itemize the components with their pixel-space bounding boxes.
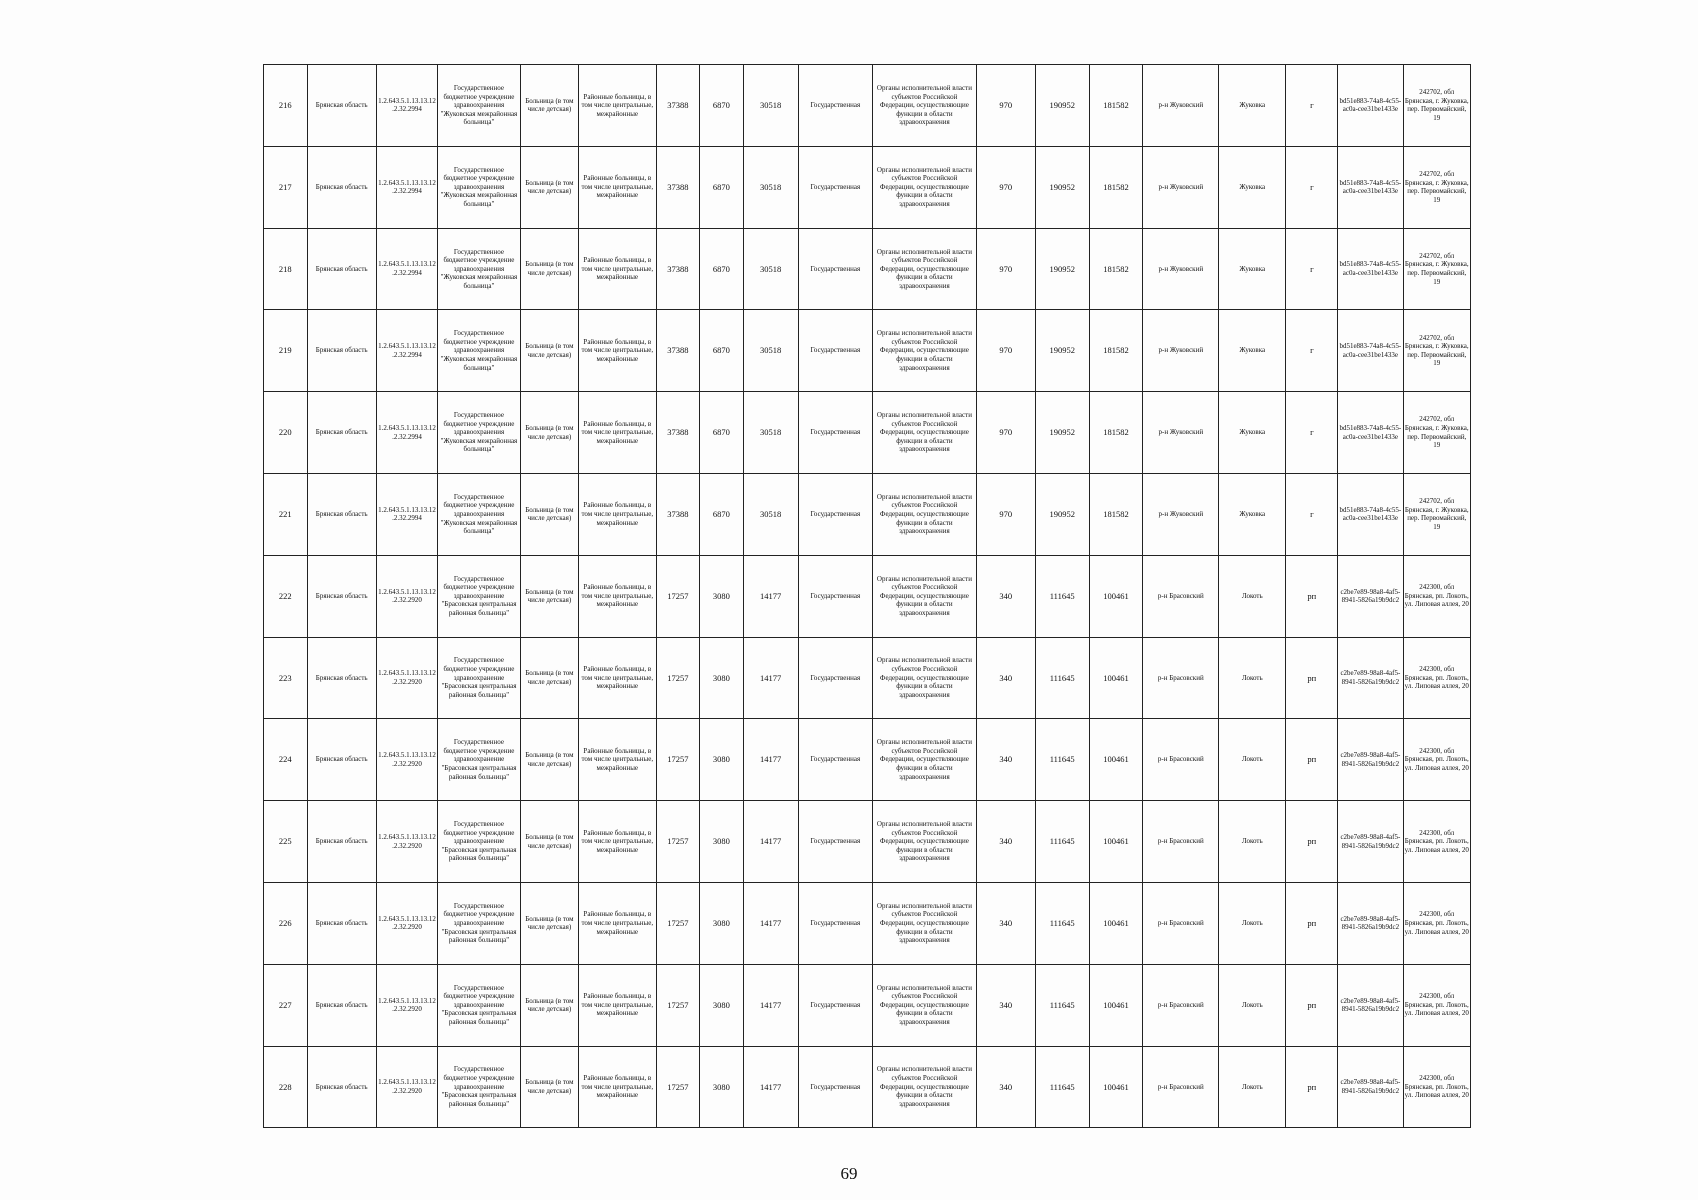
cell-v2: 3080	[700, 719, 744, 801]
cell-v2: 3080	[700, 637, 744, 719]
cell-district: р-н Брасовский	[1143, 964, 1219, 1046]
cell-loc-type: г	[1286, 228, 1338, 310]
cell-authority: Органы исполнительной власти субъектов Российской Федерации, осуществляющие функции в области здравоохранения	[873, 882, 977, 964]
cell-district: р-н Брасовский	[1143, 637, 1219, 719]
cell-authority: Органы исполнительной власти субъектов Российской Федерации, осуществляющие функции в области здравоохранения	[873, 801, 977, 883]
cell-address: 242300, обл Брянская, рп. Локоть, ул. Липовая аллея, 20	[1403, 1046, 1471, 1128]
cell-no: 220	[264, 392, 308, 474]
cell-no: 228	[264, 1046, 308, 1128]
cell-name: Государственное бюджетное учреждение здравоохранение "Брасовская центральная районная больница"	[438, 964, 521, 1046]
cell-type: Больница (в том числе детская)	[520, 801, 578, 883]
cell-no: 226	[264, 882, 308, 964]
cell-v5: 111645	[1035, 637, 1089, 719]
cell-name: Государственное бюджетное учреждение здравоохранение "Брасовская центральная районная больница"	[438, 555, 521, 637]
cell-guid: bd51e883-74a8-4c55-ac0a-cee31be1433e	[1338, 392, 1403, 474]
cell-v1: 37388	[656, 65, 700, 147]
cell-v3: 14177	[743, 555, 798, 637]
table-row	[264, 964, 1471, 1046]
cell-subtype: Районные больницы, в том числе центральные, межрайонные	[578, 719, 656, 801]
cell-guid: bd51e883-74a8-4c55-ac0a-cee31be1433e	[1338, 65, 1403, 147]
cell-loc-type: рп	[1286, 882, 1338, 964]
cell-authority: Органы исполнительной власти субъектов Российской Федерации, осуществляющие функции в области здравоохранения	[873, 473, 977, 555]
cell-v6: 181582	[1089, 228, 1143, 310]
cell-name: Государственное бюджетное учреждение здравоохранение "Брасовская центральная районная больница"	[438, 719, 521, 801]
cell-region: Брянская область	[307, 637, 376, 719]
cell-district: р-н Брасовский	[1143, 719, 1219, 801]
cell-authority: Органы исполнительной власти субъектов Российской Федерации, осуществляющие функции в области здравоохранения	[873, 146, 977, 228]
cell-code: 1.2.643.5.1.13.13.12.2.32.2994	[376, 392, 437, 474]
cell-address: 242300, обл Брянская, рп. Локоть, ул. Липовая аллея, 20	[1403, 555, 1471, 637]
cell-type: Больница (в том числе детская)	[520, 882, 578, 964]
cell-v2: 6870	[700, 65, 744, 147]
cell-no: 225	[264, 801, 308, 883]
cell-v5: 190952	[1035, 310, 1089, 392]
cell-guid: c2be7e89-98a8-4af5-8941-5826a19b9dc2	[1338, 964, 1403, 1046]
cell-code: 1.2.643.5.1.13.13.12.2.32.2994	[376, 473, 437, 555]
cell-v5: 111645	[1035, 1046, 1089, 1128]
cell-v5: 111645	[1035, 719, 1089, 801]
cell-no: 221	[264, 473, 308, 555]
cell-name: Государственное бюджетное учреждение здравоохранение "Брасовская центральная районная больница"	[438, 637, 521, 719]
cell-region: Брянская область	[307, 801, 376, 883]
cell-v4: 970	[976, 310, 1035, 392]
cell-v3: 14177	[743, 1046, 798, 1128]
cell-type: Больница (в том числе детская)	[520, 637, 578, 719]
cell-region: Брянская область	[307, 964, 376, 1046]
cell-v4: 340	[976, 719, 1035, 801]
cell-v6: 181582	[1089, 146, 1143, 228]
cell-authority: Органы исполнительной власти субъектов Российской Федерации, осуществляющие функции в области здравоохранения	[873, 964, 977, 1046]
cell-type: Больница (в том числе детская)	[520, 473, 578, 555]
cell-loc-type: г	[1286, 65, 1338, 147]
cell-locality: Локоть	[1219, 1046, 1286, 1128]
cell-region: Брянская область	[307, 146, 376, 228]
page-number: 69	[840, 1164, 858, 1183]
cell-code: 1.2.643.5.1.13.13.12.2.32.2994	[376, 228, 437, 310]
cell-ownership: Государственная	[798, 882, 873, 964]
cell-v2: 6870	[700, 310, 744, 392]
cell-guid: c2be7e89-98a8-4af5-8941-5826a19b9dc2	[1338, 637, 1403, 719]
cell-region: Брянская область	[307, 65, 376, 147]
cell-v2: 3080	[700, 801, 744, 883]
cell-region: Брянская область	[307, 310, 376, 392]
cell-guid: c2be7e89-98a8-4af5-8941-5826a19b9dc2	[1338, 882, 1403, 964]
cell-v1: 17257	[656, 637, 700, 719]
cell-district: р-н Брасовский	[1143, 801, 1219, 883]
cell-v2: 6870	[700, 392, 744, 474]
cell-subtype: Районные больницы, в том числе центральные, межрайонные	[578, 65, 656, 147]
cell-name: Государственное бюджетное учреждение здравоохранения "Жуковская межрайонная больница"	[438, 228, 521, 310]
cell-region: Брянская область	[307, 473, 376, 555]
cell-subtype: Районные больницы, в том числе центральные, межрайонные	[578, 964, 656, 1046]
cell-loc-type: рп	[1286, 719, 1338, 801]
cell-region: Брянская область	[307, 392, 376, 474]
cell-locality: Жуковка	[1219, 228, 1286, 310]
cell-ownership: Государственная	[798, 146, 873, 228]
cell-no: 218	[264, 228, 308, 310]
cell-subtype: Районные больницы, в том числе центральные, межрайонные	[578, 555, 656, 637]
cell-address: 242702, обл Брянская, г. Жуковка, пер. Первомайский, 19	[1403, 392, 1471, 474]
cell-code: 1.2.643.5.1.13.13.12.2.32.2920	[376, 801, 437, 883]
cell-type: Больница (в том числе детская)	[520, 310, 578, 392]
cell-name: Государственное бюджетное учреждение здравоохранения "Жуковская межрайонная больница"	[438, 146, 521, 228]
cell-v2: 3080	[700, 1046, 744, 1128]
cell-ownership: Государственная	[798, 310, 873, 392]
cell-v3: 14177	[743, 964, 798, 1046]
table-row	[264, 719, 1471, 801]
cell-no: 219	[264, 310, 308, 392]
cell-loc-type: г	[1286, 473, 1338, 555]
table-row	[264, 65, 1471, 147]
cell-v6: 100461	[1089, 637, 1143, 719]
cell-v6: 100461	[1089, 719, 1143, 801]
cell-v6: 181582	[1089, 392, 1143, 474]
cell-locality: Локоть	[1219, 555, 1286, 637]
cell-v4: 340	[976, 1046, 1035, 1128]
cell-authority: Органы исполнительной власти субъектов Российской Федерации, осуществляющие функции в области здравоохранения	[873, 65, 977, 147]
cell-district: р-н Брасовский	[1143, 882, 1219, 964]
cell-authority: Органы исполнительной власти субъектов Российской Федерации, осуществляющие функции в области здравоохранения	[873, 392, 977, 474]
cell-loc-type: рп	[1286, 964, 1338, 1046]
cell-locality: Жуковка	[1219, 65, 1286, 147]
cell-district: р-н Жуковский	[1143, 473, 1219, 555]
cell-v3: 30518	[743, 392, 798, 474]
cell-v4: 340	[976, 801, 1035, 883]
cell-subtype: Районные больницы, в том числе центральные, межрайонные	[578, 228, 656, 310]
cell-address: 242702, обл Брянская, г. Жуковка, пер. Первомайский, 19	[1403, 65, 1471, 147]
cell-v3: 30518	[743, 228, 798, 310]
table-row	[264, 392, 1471, 474]
cell-ownership: Государственная	[798, 1046, 873, 1128]
table-row	[264, 801, 1471, 883]
cell-address: 242300, обл Брянская, рп. Локоть, ул. Липовая аллея, 20	[1403, 882, 1471, 964]
table-row	[264, 228, 1471, 310]
cell-type: Больница (в том числе детская)	[520, 65, 578, 147]
cell-district: р-н Жуковский	[1143, 228, 1219, 310]
table-row	[264, 146, 1471, 228]
cell-type: Больница (в том числе детская)	[520, 719, 578, 801]
cell-name: Государственное бюджетное учреждение здравоохранения "Жуковская межрайонная больница"	[438, 65, 521, 147]
cell-ownership: Государственная	[798, 801, 873, 883]
cell-subtype: Районные больницы, в том числе центральные, межрайонные	[578, 1046, 656, 1128]
cell-code: 1.2.643.5.1.13.13.12.2.32.2920	[376, 964, 437, 1046]
cell-ownership: Государственная	[798, 473, 873, 555]
cell-district: р-н Жуковский	[1143, 310, 1219, 392]
cell-v5: 111645	[1035, 964, 1089, 1046]
table-row	[264, 555, 1471, 637]
cell-address: 242300, обл Брянская, рп. Локоть, ул. Липовая аллея, 20	[1403, 964, 1471, 1046]
cell-district: р-н Жуковский	[1143, 146, 1219, 228]
cell-guid: c2be7e89-98a8-4af5-8941-5826a19b9dc2	[1338, 719, 1403, 801]
cell-name: Государственное бюджетное учреждение здравоохранение "Брасовская центральная районная больница"	[438, 1046, 521, 1128]
cell-subtype: Районные больницы, в том числе центральные, межрайонные	[578, 392, 656, 474]
cell-v3: 30518	[743, 310, 798, 392]
cell-subtype: Районные больницы, в том числе центральные, межрайонные	[578, 473, 656, 555]
cell-subtype: Районные больницы, в том числе центральные, межрайонные	[578, 146, 656, 228]
cell-v4: 970	[976, 228, 1035, 310]
cell-v6: 100461	[1089, 555, 1143, 637]
cell-v4: 970	[976, 473, 1035, 555]
cell-region: Брянская область	[307, 228, 376, 310]
cell-loc-type: рп	[1286, 1046, 1338, 1128]
cell-v4: 970	[976, 65, 1035, 147]
cell-code: 1.2.643.5.1.13.13.12.2.32.2994	[376, 310, 437, 392]
cell-type: Больница (в том числе детская)	[520, 392, 578, 474]
cell-v6: 181582	[1089, 473, 1143, 555]
cell-region: Брянская область	[307, 719, 376, 801]
cell-ownership: Государственная	[798, 719, 873, 801]
table-row	[264, 637, 1471, 719]
cell-subtype: Районные больницы, в том числе центральные, межрайонные	[578, 637, 656, 719]
table-row	[264, 310, 1471, 392]
cell-ownership: Государственная	[798, 392, 873, 474]
cell-v4: 340	[976, 637, 1035, 719]
cell-guid: bd51e883-74a8-4c55-ac0a-cee31be1433e	[1338, 146, 1403, 228]
cell-v2: 3080	[700, 964, 744, 1046]
cell-v1: 17257	[656, 882, 700, 964]
cell-guid: bd51e883-74a8-4c55-ac0a-cee31be1433e	[1338, 473, 1403, 555]
cell-guid: c2be7e89-98a8-4af5-8941-5826a19b9dc2	[1338, 801, 1403, 883]
cell-subtype: Районные больницы, в том числе центральные, межрайонные	[578, 310, 656, 392]
cell-v4: 340	[976, 964, 1035, 1046]
cell-v3: 30518	[743, 146, 798, 228]
cell-no: 224	[264, 719, 308, 801]
cell-region: Брянская область	[307, 882, 376, 964]
cell-v1: 37388	[656, 473, 700, 555]
cell-code: 1.2.643.5.1.13.13.12.2.32.2920	[376, 555, 437, 637]
cell-type: Больница (в том числе детская)	[520, 146, 578, 228]
cell-v1: 17257	[656, 1046, 700, 1128]
cell-no: 216	[264, 65, 308, 147]
cell-no: 223	[264, 637, 308, 719]
cell-address: 242702, обл Брянская, г. Жуковка, пер. Первомайский, 19	[1403, 228, 1471, 310]
cell-v5: 111645	[1035, 882, 1089, 964]
cell-loc-type: г	[1286, 146, 1338, 228]
cell-address: 242702, обл Брянская, г. Жуковка, пер. Первомайский, 19	[1403, 473, 1471, 555]
cell-v1: 17257	[656, 719, 700, 801]
cell-v1: 37388	[656, 228, 700, 310]
cell-address: 242300, обл Брянская, рп. Локоть, ул. Липовая аллея, 20	[1403, 801, 1471, 883]
cell-type: Больница (в том числе детская)	[520, 555, 578, 637]
cell-address: 242702, обл Брянская, г. Жуковка, пер. Первомайский, 19	[1403, 146, 1471, 228]
cell-type: Больница (в том числе детская)	[520, 1046, 578, 1128]
cell-loc-type: рп	[1286, 637, 1338, 719]
cell-authority: Органы исполнительной власти субъектов Российской Федерации, осуществляющие функции в области здравоохранения	[873, 719, 977, 801]
cell-address: 242300, обл Брянская, рп. Локоть, ул. Липовая аллея, 20	[1403, 719, 1471, 801]
cell-region: Брянская область	[307, 1046, 376, 1128]
cell-district: р-н Брасовский	[1143, 555, 1219, 637]
cell-code: 1.2.643.5.1.13.13.12.2.32.2920	[376, 637, 437, 719]
cell-locality: Локоть	[1219, 964, 1286, 1046]
cell-ownership: Государственная	[798, 228, 873, 310]
cell-v1: 37388	[656, 146, 700, 228]
cell-v4: 970	[976, 392, 1035, 474]
cell-locality: Жуковка	[1219, 392, 1286, 474]
cell-v1: 37388	[656, 310, 700, 392]
cell-v2: 6870	[700, 473, 744, 555]
cell-v6: 100461	[1089, 964, 1143, 1046]
cell-v6: 100461	[1089, 1046, 1143, 1128]
cell-v6: 100461	[1089, 882, 1143, 964]
cell-locality: Жуковка	[1219, 310, 1286, 392]
cell-v1: 17257	[656, 555, 700, 637]
cell-code: 1.2.643.5.1.13.13.12.2.32.2920	[376, 882, 437, 964]
cell-v3: 14177	[743, 719, 798, 801]
cell-v5: 190952	[1035, 473, 1089, 555]
cell-authority: Органы исполнительной власти субъектов Российской Федерации, осуществляющие функции в области здравоохранения	[873, 1046, 977, 1128]
cell-ownership: Государственная	[798, 555, 873, 637]
cell-loc-type: рп	[1286, 801, 1338, 883]
cell-district: р-н Жуковский	[1143, 392, 1219, 474]
cell-code: 1.2.643.5.1.13.13.12.2.32.2994	[376, 65, 437, 147]
cell-v2: 3080	[700, 555, 744, 637]
cell-v5: 190952	[1035, 228, 1089, 310]
cell-district: р-н Брасовский	[1143, 1046, 1219, 1128]
cell-no: 227	[264, 964, 308, 1046]
cell-locality: Локоть	[1219, 882, 1286, 964]
cell-v5: 111645	[1035, 801, 1089, 883]
cell-v1: 37388	[656, 392, 700, 474]
cell-ownership: Государственная	[798, 65, 873, 147]
cell-address: 242300, обл Брянская, рп. Локоть, ул. Липовая аллея, 20	[1403, 637, 1471, 719]
cell-subtype: Районные больницы, в том числе центральные, межрайонные	[578, 882, 656, 964]
cell-name: Государственное бюджетное учреждение здравоохранение "Брасовская центральная районная больница"	[438, 801, 521, 883]
cell-locality: Локоть	[1219, 801, 1286, 883]
cell-ownership: Государственная	[798, 637, 873, 719]
cell-address: 242702, обл Брянская, г. Жуковка, пер. Первомайский, 19	[1403, 310, 1471, 392]
cell-name: Государственное бюджетное учреждение здравоохранение "Брасовская центральная районная больница"	[438, 882, 521, 964]
cell-v2: 6870	[700, 228, 744, 310]
cell-guid: bd51e883-74a8-4c55-ac0a-cee31be1433e	[1338, 310, 1403, 392]
cell-locality: Локоть	[1219, 637, 1286, 719]
cell-no: 217	[264, 146, 308, 228]
cell-guid: c2be7e89-98a8-4af5-8941-5826a19b9dc2	[1338, 555, 1403, 637]
registry-body	[264, 65, 1471, 1128]
cell-authority: Органы исполнительной власти субъектов Российской Федерации, осуществляющие функции в области здравоохранения	[873, 637, 977, 719]
cell-v4: 970	[976, 146, 1035, 228]
cell-v3: 30518	[743, 473, 798, 555]
cell-name: Государственное бюджетное учреждение здравоохранения "Жуковская межрайонная больница"	[438, 392, 521, 474]
cell-district: р-н Жуковский	[1143, 65, 1219, 147]
cell-locality: Жуковка	[1219, 146, 1286, 228]
cell-loc-type: г	[1286, 310, 1338, 392]
cell-v3: 30518	[743, 65, 798, 147]
cell-v4: 340	[976, 555, 1035, 637]
cell-type: Больница (в том числе детская)	[520, 228, 578, 310]
cell-v6: 181582	[1089, 65, 1143, 147]
cell-v1: 17257	[656, 801, 700, 883]
cell-no: 222	[264, 555, 308, 637]
cell-v5: 190952	[1035, 65, 1089, 147]
cell-v5: 190952	[1035, 146, 1089, 228]
cell-loc-type: рп	[1286, 555, 1338, 637]
cell-name: Государственное бюджетное учреждение здравоохранения "Жуковская межрайонная больница"	[438, 473, 521, 555]
cell-locality: Жуковка	[1219, 473, 1286, 555]
cell-code: 1.2.643.5.1.13.13.12.2.32.2994	[376, 146, 437, 228]
cell-subtype: Районные больницы, в том числе центральные, межрайонные	[578, 801, 656, 883]
cell-v2: 3080	[700, 882, 744, 964]
cell-v6: 181582	[1089, 310, 1143, 392]
cell-authority: Органы исполнительной власти субъектов Российской Федерации, осуществляющие функции в области здравоохранения	[873, 555, 977, 637]
cell-v2: 6870	[700, 146, 744, 228]
cell-code: 1.2.643.5.1.13.13.12.2.32.2920	[376, 719, 437, 801]
cell-v1: 17257	[656, 964, 700, 1046]
table-row	[264, 473, 1471, 555]
cell-authority: Органы исполнительной власти субъектов Российской Федерации, осуществляющие функции в области здравоохранения	[873, 228, 977, 310]
cell-v5: 111645	[1035, 555, 1089, 637]
cell-v4: 340	[976, 882, 1035, 964]
cell-v6: 100461	[1089, 801, 1143, 883]
registry-table	[263, 64, 1471, 1128]
cell-guid: bd51e883-74a8-4c55-ac0a-cee31be1433e	[1338, 228, 1403, 310]
cell-v3: 14177	[743, 882, 798, 964]
cell-locality: Локоть	[1219, 719, 1286, 801]
cell-loc-type: г	[1286, 392, 1338, 474]
cell-guid: c2be7e89-98a8-4af5-8941-5826a19b9dc2	[1338, 1046, 1403, 1128]
cell-v3: 14177	[743, 801, 798, 883]
table-row	[264, 882, 1471, 964]
cell-v5: 190952	[1035, 392, 1089, 474]
cell-region: Брянская область	[307, 555, 376, 637]
cell-type: Больница (в том числе детская)	[520, 964, 578, 1046]
cell-v3: 14177	[743, 637, 798, 719]
cell-ownership: Государственная	[798, 964, 873, 1046]
cell-code: 1.2.643.5.1.13.13.12.2.32.2920	[376, 1046, 437, 1128]
table-row	[264, 1046, 1471, 1128]
cell-name: Государственное бюджетное учреждение здравоохранения "Жуковская межрайонная больница"	[438, 310, 521, 392]
cell-authority: Органы исполнительной власти субъектов Российской Федерации, осуществляющие функции в области здравоохранения	[873, 310, 977, 392]
